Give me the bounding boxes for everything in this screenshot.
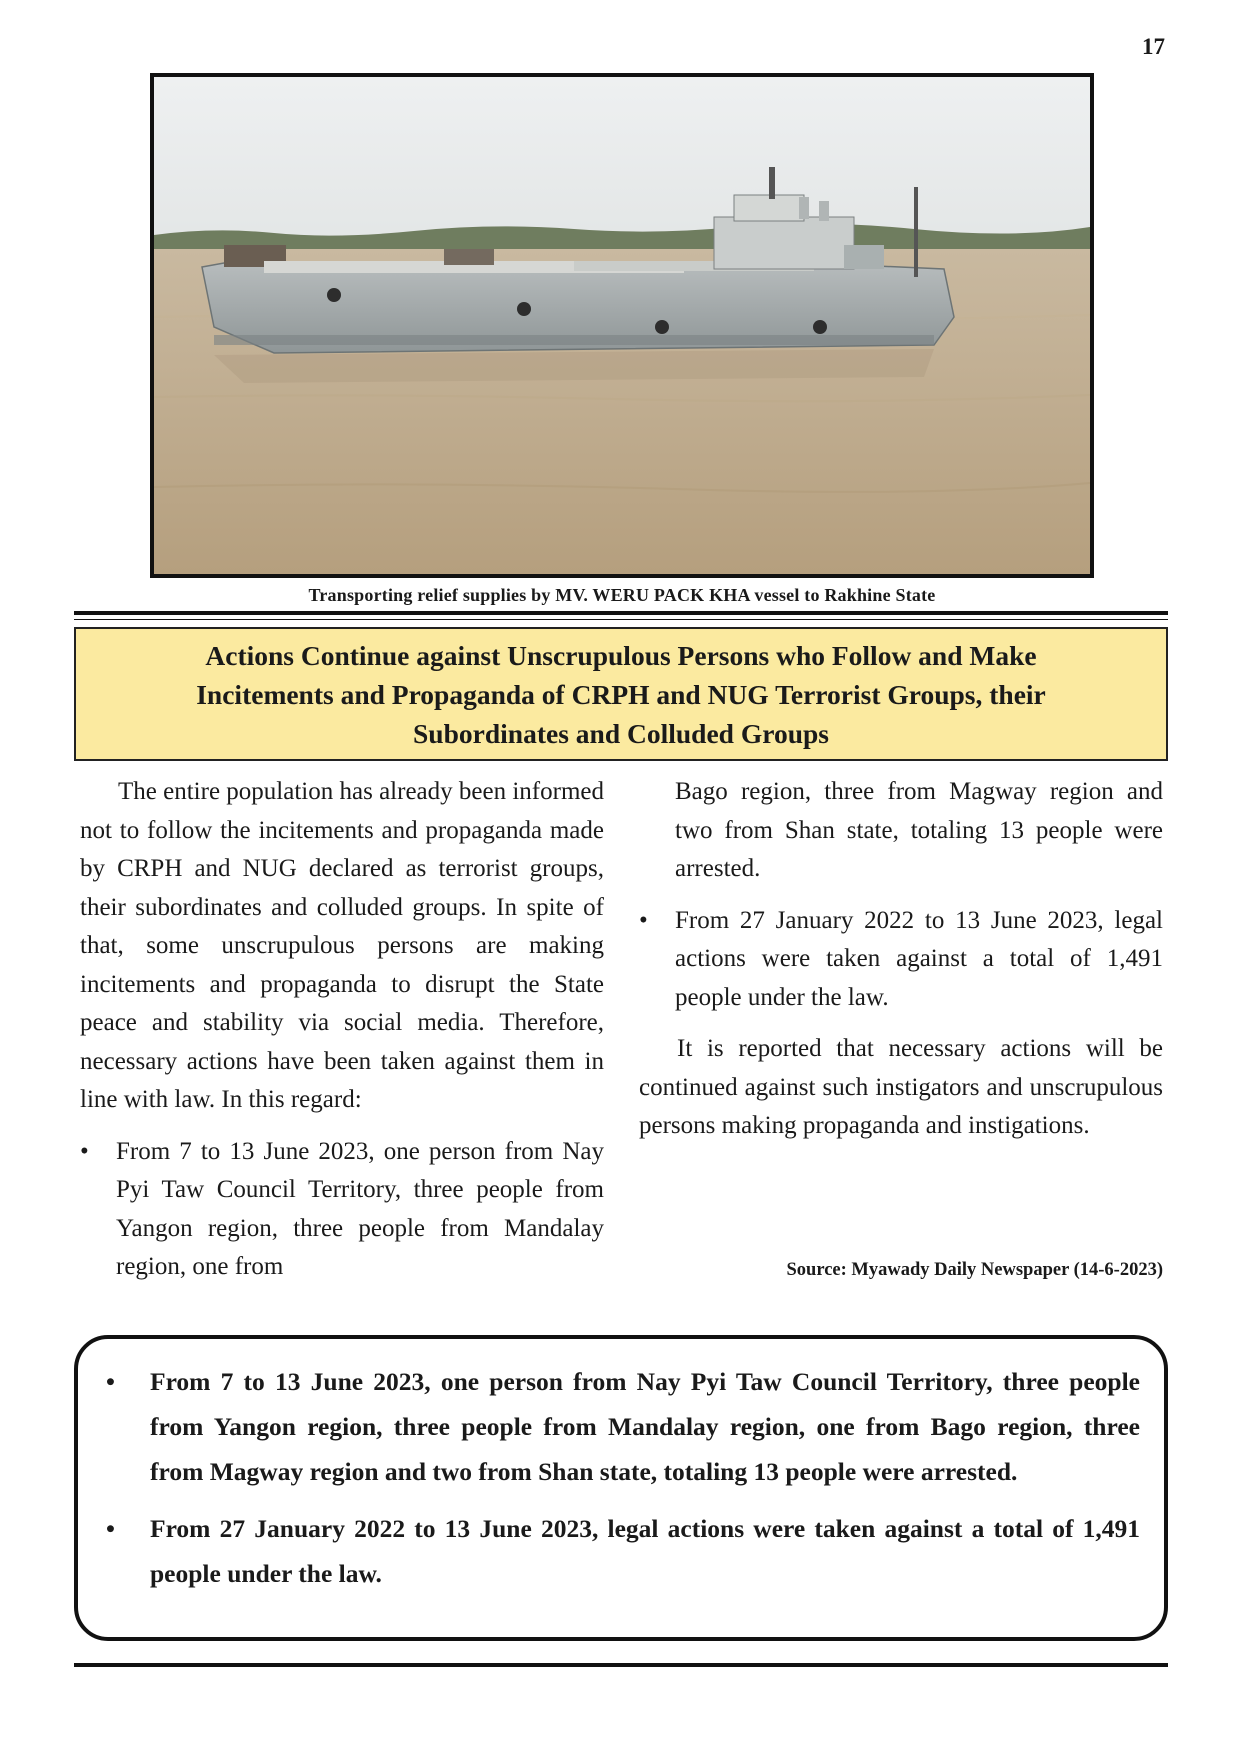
article-closing: It is reported that necessary actions will be continued against such instigators and unscrupulous persons making propaganda and instigations. bbox=[639, 1035, 1163, 1139]
bullet-icon: • bbox=[106, 1367, 115, 1396]
photo-caption: Transporting relief supplies by MV. WERU PACK KHA vessel to Rakhine State bbox=[308, 585, 936, 605]
bottom-divider bbox=[74, 1663, 1168, 1667]
article-bullet-1 bbox=[80, 1133, 604, 1287]
bullet-icon: • bbox=[106, 1514, 115, 1543]
article-column-right bbox=[639, 773, 1163, 1159]
article-source: Source: Myawady Daily Newspaper (14-6-2023) bbox=[786, 1260, 1163, 1280]
article-headline: Actions Continue against Unscrupulous Persons who Follow and Make Incitements and Propaganda of CRPH and NUG Terrorist Groups, their Subordinates and Colluded Groups bbox=[196, 639, 1046, 749]
article-bullet-1-start: From 7 to 13 June 2023, one person from Nay Pyi Taw Council Territory, three people from Yangon region, three people from Mandalay region, one from bbox=[116, 1137, 604, 1280]
headline-box bbox=[74, 627, 1168, 761]
bullet-icon: • bbox=[80, 1137, 89, 1165]
article-bullet-2-text: From 27 January 2022 to 13 June 2023, legal actions were taken against a total of 1,491 people under the law. bbox=[675, 906, 1163, 1011]
vessel-image bbox=[154, 77, 1090, 574]
article-bullet-1-continued: Bago region, three from Magway region and two from Shan state, totaling 13 people were arrested. bbox=[675, 778, 1163, 882]
bullet-icon: • bbox=[639, 906, 648, 934]
summary-item-text: From 27 January 2022 to 13 June 2023, legal actions were taken against a total of 1,491 people under the law. bbox=[150, 1514, 1140, 1588]
summary-box bbox=[74, 1335, 1168, 1641]
vessel-photo bbox=[150, 73, 1094, 578]
article-intro: The entire population has already been informed not to follow the incitements and propaganda made by CRPH and NUG declared as terrorist groups, their subordinates and colluded groups. In spite of that, some unscrupulous persons are making incitements and propaganda to disrupt the State peace and stability via social media. Therefore, necessary actions have been taken against them in line with law. In this regard: bbox=[80, 778, 604, 1113]
summary-item bbox=[96, 1506, 1140, 1596]
page-number: 17 bbox=[1142, 34, 1165, 59]
article-bullet-2 bbox=[639, 902, 1163, 1018]
summary-item bbox=[96, 1359, 1140, 1494]
article-column-left bbox=[80, 773, 604, 1300]
top-divider bbox=[74, 611, 1168, 620]
summary-item-text: From 7 to 13 June 2023, one person from Nay Pyi Taw Council Territory, three people from Yangon region, three people from Mandalay region, one from Bago region, three from Magway region and two from Shan state, totaling 13 people were arrested. bbox=[150, 1367, 1140, 1486]
